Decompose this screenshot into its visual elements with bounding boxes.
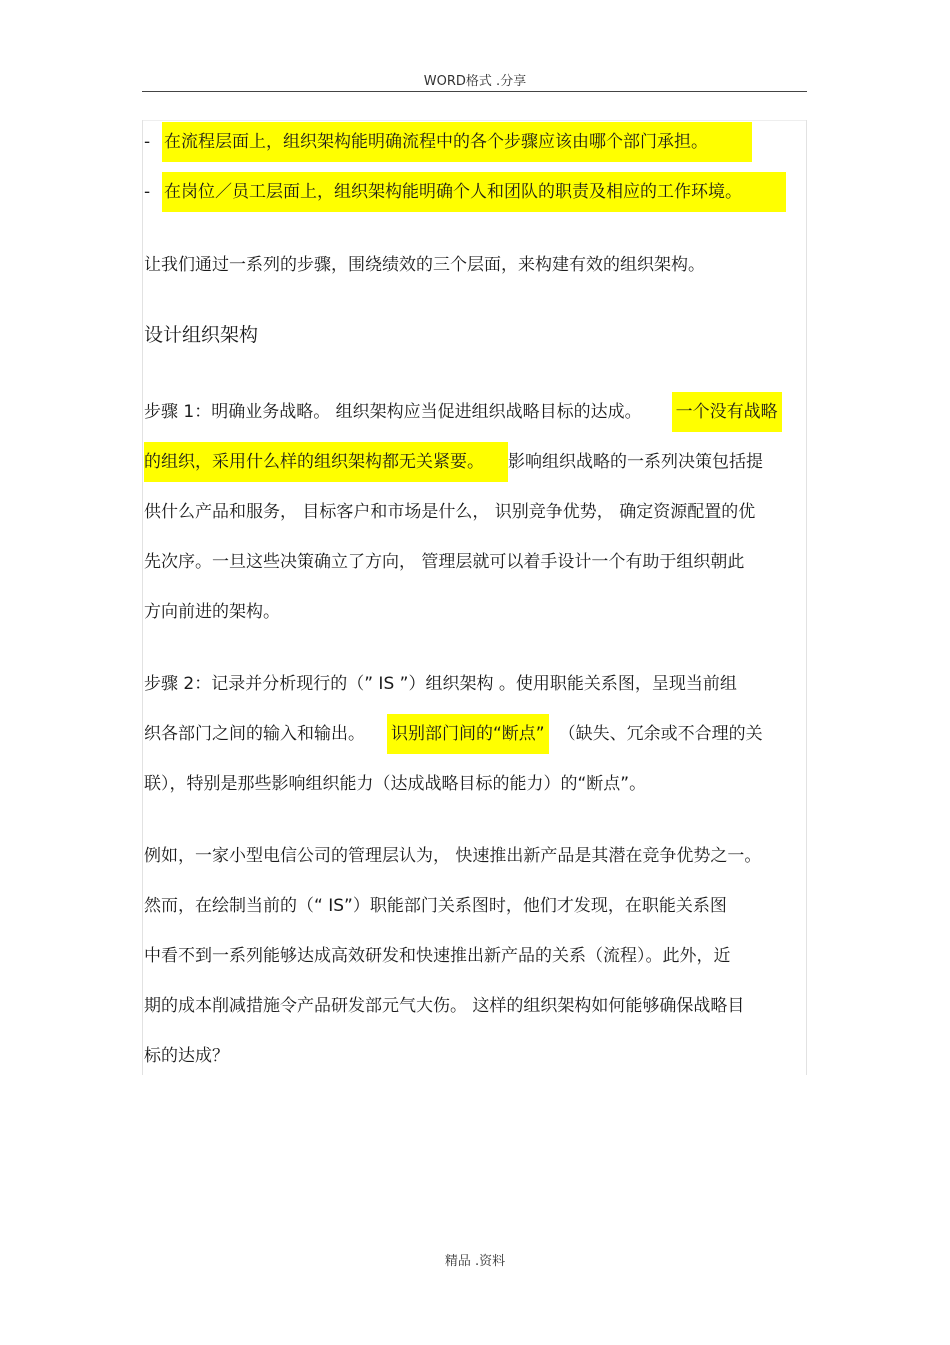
example-line: 标的达成？ bbox=[144, 1046, 229, 1066]
bullet-item bbox=[144, 169, 804, 215]
example-line: 期的成本削减措施令产品研发部元气大伤。 这样的组织架构如何能够确保战略目 bbox=[144, 996, 745, 1016]
intro-paragraph: 让我们通过一系列的步骤，围绕绩效的三个层面，来构建有效的组织架构。 bbox=[144, 255, 705, 275]
header-rule bbox=[142, 91, 807, 92]
document-body bbox=[144, 119, 804, 1081]
step2-line: 联），特别是那些影响组织能力（达成战略目标的能力）的“断点”。 bbox=[144, 774, 647, 794]
section-title: 设计组织架构 bbox=[144, 324, 259, 346]
step2-text: （缺失、冗余或不合理的关 bbox=[558, 724, 763, 744]
step1-text: 影响组织战略的一系列决策包括提 bbox=[508, 452, 763, 472]
bullet-dash: - bbox=[144, 182, 151, 202]
example-line: 然而，在绘制当前的（“ IS”）职能部门关系图时，他们才发现，在职能关系图 bbox=[144, 896, 727, 916]
frame-left-border bbox=[142, 120, 143, 1075]
step2-text: 织各部门之间的输入和输出。 bbox=[144, 724, 365, 744]
bullet-item bbox=[144, 119, 804, 165]
example-line: 中看不到一系列能够达成高效研发和快速推出新产品的关系（流程）。此外，近 bbox=[144, 946, 731, 966]
page-header: WORD格式 .分享 bbox=[423, 74, 527, 89]
step1-line: 方向前进的架构。 bbox=[144, 602, 280, 622]
step1-highlight: 的组织，采用什么样的组织架构都无关紧要。 bbox=[144, 442, 508, 482]
step2-highlight: 识别部门间的“断点” bbox=[387, 714, 549, 754]
bullet-dash: - bbox=[144, 132, 151, 152]
step1-line: 供什么产品和服务， 目标客户和市场是什么， 识别竞争优势， 确定资源配置的优 bbox=[144, 502, 756, 522]
step1-paragraph bbox=[144, 387, 804, 637]
step2-paragraph bbox=[144, 659, 804, 809]
step1-line bbox=[144, 387, 804, 437]
step1-highlight: 一个没有战略 bbox=[672, 392, 782, 432]
bullet-text-highlighted: 在流程层面上，组织架构能明确流程中的各个步骤应该由哪个部门承担。 bbox=[162, 122, 752, 162]
example-line: 例如，一家小型电信公司的管理层认为， 快速推出新产品是其潜在竞争优势之一。 bbox=[144, 846, 762, 866]
frame-right-border bbox=[806, 120, 807, 1075]
example-paragraph bbox=[144, 831, 804, 1081]
step1-line: 先次序。一旦这些决策确立了方向， 管理层就可以着手设计一个有助于组织朝此 bbox=[144, 552, 745, 572]
step1-line bbox=[144, 437, 804, 487]
step2-line bbox=[144, 709, 804, 759]
page-footer: 精品 .资料 bbox=[444, 1254, 506, 1269]
step2-line: 步骤 2：记录并分析现行的（” IS ”）组织架构 。使用职能关系图，呈现当前组 bbox=[144, 674, 737, 694]
bullet-text-highlighted: 在岗位／员工层面上，组织架构能明确个人和团队的职责及相应的工作环境。 bbox=[162, 172, 786, 212]
step1-text: 步骤 1：明确业务战略。 组织架构应当促进组织战略目标的达成。 bbox=[144, 402, 642, 422]
